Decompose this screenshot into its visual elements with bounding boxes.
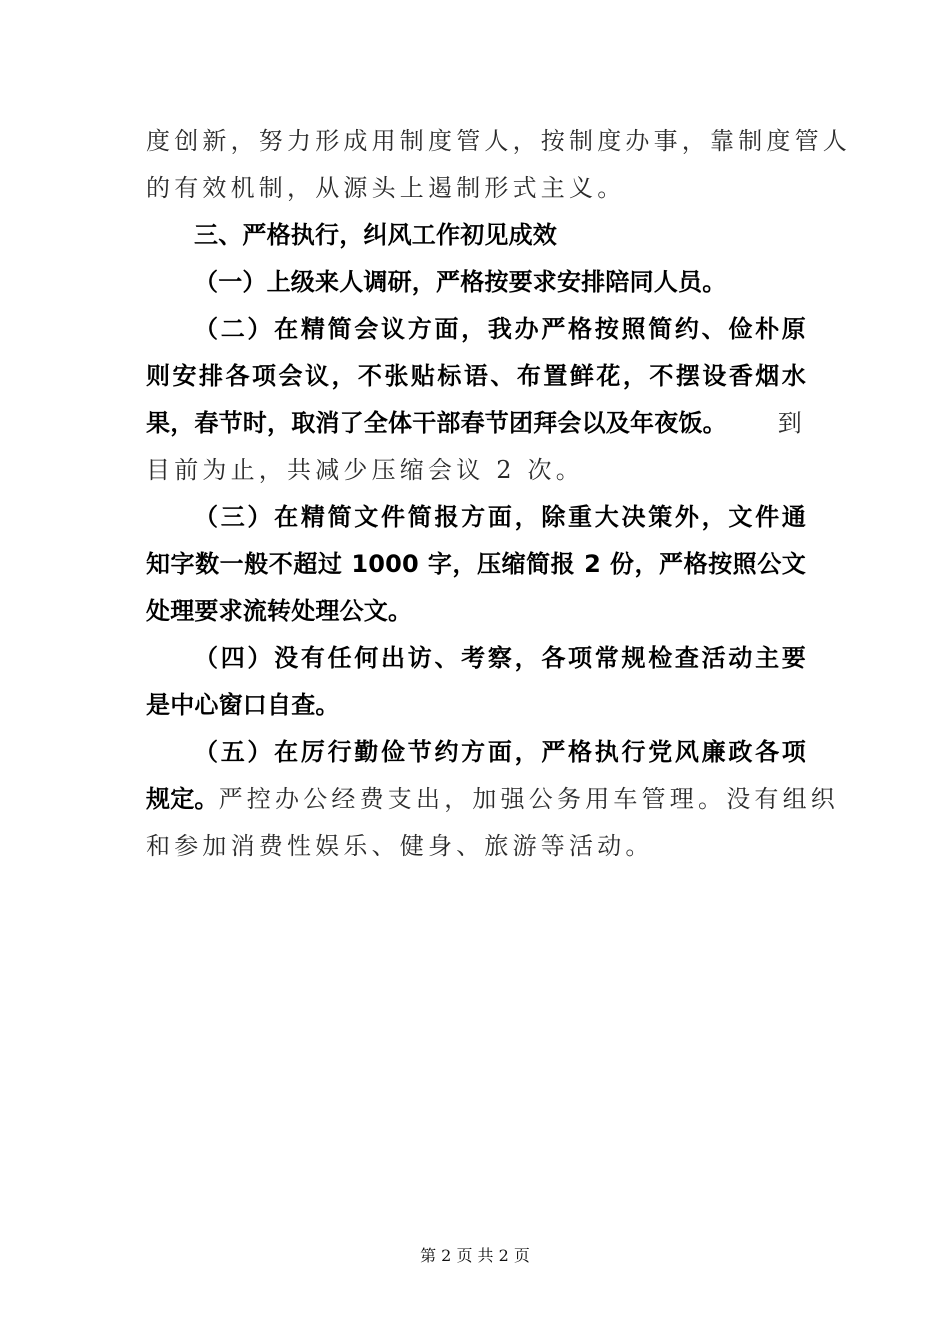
document-body — [146, 118, 851, 870]
paragraph-line: 度创新，努力形成用制度管人，按制度办事，靠制度管人 — [146, 127, 851, 155]
paragraph-line-mixed — [146, 400, 806, 447]
paragraph-line: 和参加消费性娱乐、健身、旅游等活动。 — [146, 832, 654, 860]
paragraph-line: 则安排各项会议，不张贴标语、布置鲜花，不摆设香烟水 — [146, 362, 806, 390]
paragraph-line: 的有效机制，从源头上遏制形式主义。 — [146, 174, 626, 202]
paragraph-line: 知字数一般不超过 1000 字，压缩简报 2 份，严格按照公文 — [146, 550, 806, 578]
paragraph-fragment: 规定。 — [146, 785, 219, 813]
section-heading: 三、严格执行，纠风工作初见成效 — [194, 221, 557, 249]
paragraph-line: （五）在厉行勤俭节约方面，严格执行党风廉政各项 — [194, 738, 806, 766]
paragraph-line: 是中心窗口自查。 — [146, 691, 340, 719]
paragraph-fragment: 果，春节时，取消了全体干部春节团拜会以及年夜饭。 — [146, 409, 727, 437]
paragraph-line: （一）上级来人调研，严格按要求安排陪同人员。 — [194, 268, 727, 296]
paragraph-line: 目前为止，共减少压缩会议 2 次。 — [146, 456, 584, 484]
paragraph-line: （四）没有任何出访、考察，各项常规检查活动主要 — [194, 644, 806, 672]
paragraph-line: （二）在精简会议方面，我办严格按照简约、俭朴原 — [194, 315, 806, 343]
paragraph-fragment: 到 — [777, 409, 806, 437]
paragraph-fragment: 严控办公经费支出，加强公务用车管理。没有组织 — [218, 785, 840, 813]
page-number-footer: 第 2 页 共 2 页 — [420, 1246, 530, 1265]
paragraph-line: 处理要求流转处理公文。 — [146, 597, 413, 625]
paragraph-line-mixed — [146, 776, 840, 823]
paragraph-line: （三）在精简文件简报方面，除重大决策外，文件通 — [194, 503, 806, 531]
